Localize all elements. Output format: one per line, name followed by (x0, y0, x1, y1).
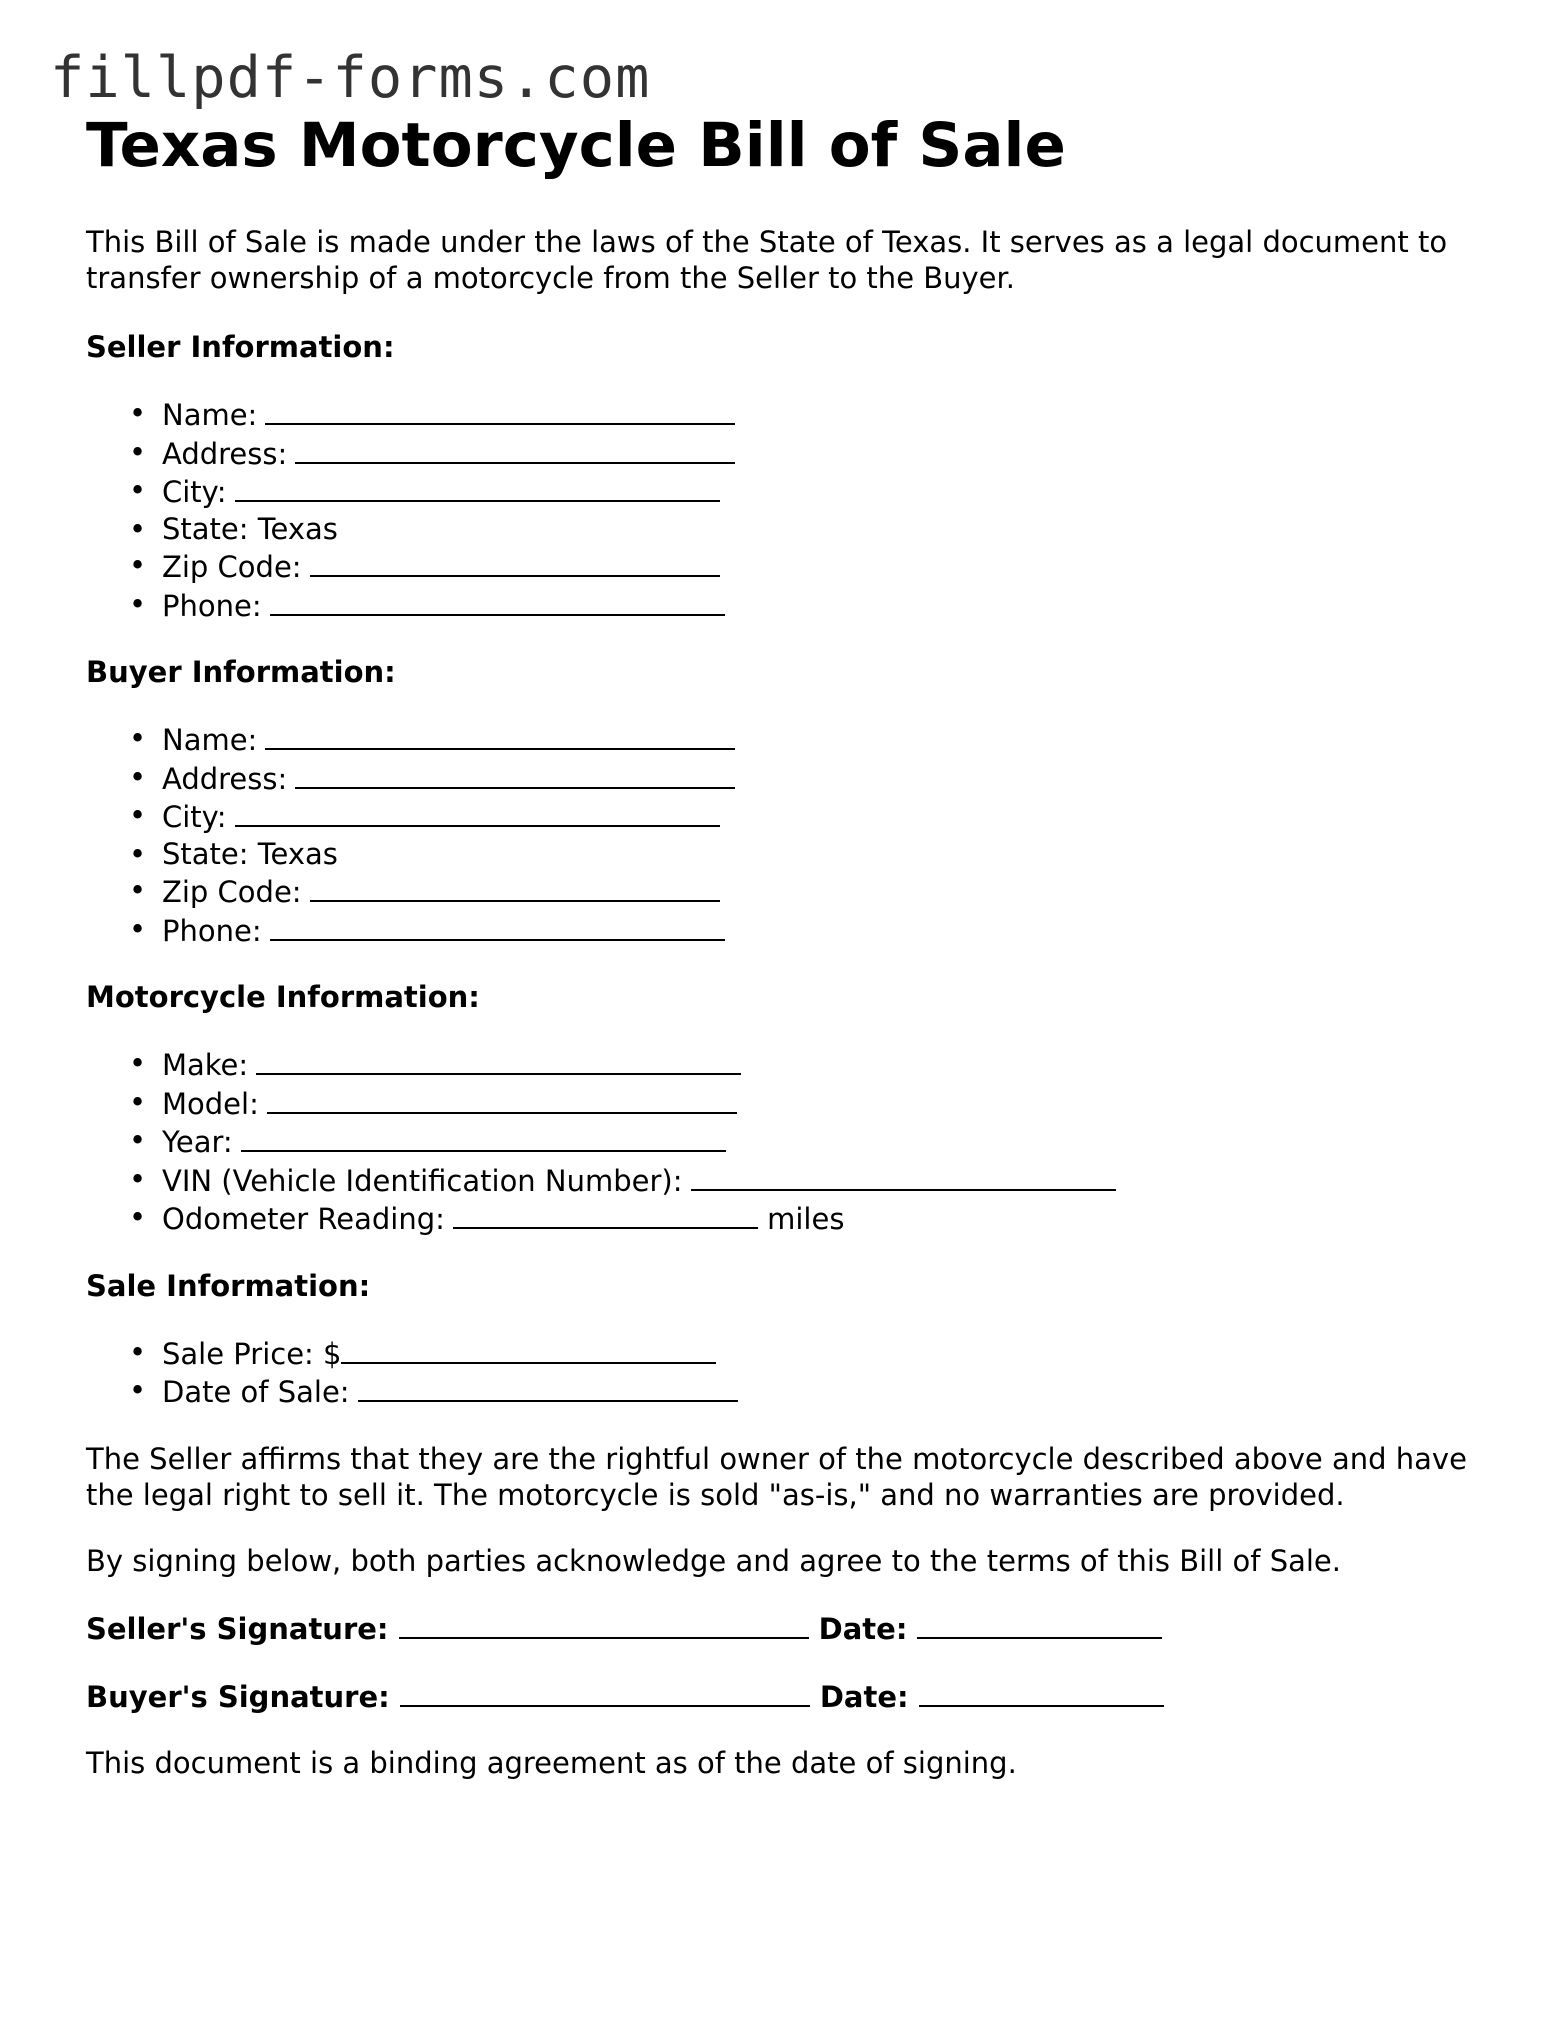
seller-phone-field[interactable] (270, 586, 725, 616)
seller-city-label: City: (162, 475, 227, 509)
bullet-icon: • (129, 1123, 147, 1157)
seller-phone-item (129, 586, 1486, 625)
buyer-name-label: Name: (162, 723, 258, 757)
seller-name-item (129, 395, 1486, 434)
affirmation-paragraph: The Seller affirms that they are the rightful owner of the motorcycle described above and have the legal right to sell it. The motorcycle is sold "as-is," and no warranties are provided. (86, 1441, 1467, 1512)
buyer-address-item (129, 759, 1486, 798)
odometer-item (129, 1199, 1486, 1238)
bullet-icon: • (129, 1334, 147, 1369)
buyer-city-item (129, 797, 1486, 836)
sale-date-field[interactable] (358, 1372, 738, 1402)
seller-address-field[interactable] (295, 434, 735, 464)
buyer-address-label: Address: (162, 761, 288, 796)
sale-fields (86, 1334, 1486, 1411)
bullet-icon: • (129, 511, 147, 546)
bullet-icon: • (129, 1373, 147, 1407)
bullet-icon: • (129, 1161, 147, 1196)
buyer-phone-item (129, 911, 1486, 950)
intro-paragraph: This Bill of Sale is made under the laws of the State of Texas. It serves as a legal document to transfer ownership of a motorcycle from the Seller to the Buyer. (86, 225, 1448, 295)
buyer-zip-label: Zip Code: (162, 875, 302, 909)
acknowledgement-paragraph: By signing below, both parties acknowledge and agree to the terms of this Bill of Sale. (86, 1543, 1341, 1578)
seller-date-label: Date: (818, 1611, 908, 1646)
bullet-icon: • (129, 721, 147, 755)
buyer-signature-field[interactable] (400, 1677, 810, 1707)
bullet-icon: • (129, 1200, 147, 1234)
seller-phone-label: Phone: (162, 588, 262, 623)
buyer-fields (86, 720, 1486, 949)
seller-heading: Seller Information: (86, 330, 395, 364)
year-field[interactable] (241, 1122, 726, 1152)
buyer-address-field[interactable] (295, 759, 735, 789)
seller-fields (86, 395, 1486, 624)
make-item (129, 1045, 1486, 1084)
odometer-label: Odometer Reading: (162, 1202, 445, 1236)
closing-paragraph: This document is a binding agreement as of the date of signing. (86, 1745, 1017, 1780)
seller-signature-label: Seller's Signature: (86, 1611, 389, 1646)
sale-date-item (129, 1372, 1486, 1411)
seller-state-item (129, 511, 1486, 548)
document-title: Texas Motorcycle Bill of Sale (86, 110, 1066, 181)
bullet-icon: • (129, 434, 147, 469)
sale-date-label: Date of Sale: (162, 1375, 350, 1409)
buyer-name-item (129, 720, 1486, 759)
buyer-signature-label: Buyer's Signature: (86, 1679, 390, 1714)
bullet-icon: • (129, 548, 147, 582)
seller-signature-field[interactable] (399, 1609, 809, 1639)
sale-price-item (129, 1334, 1486, 1373)
buyer-phone-field[interactable] (270, 911, 725, 941)
bullet-icon: • (129, 911, 147, 946)
motorcycle-heading: Motorcycle Information: (86, 980, 480, 1014)
bullet-icon: • (129, 1084, 147, 1119)
seller-zip-label: Zip Code: (162, 550, 302, 584)
motorcycle-fields (86, 1045, 1486, 1238)
buyer-signature-row (86, 1677, 1486, 1715)
buyer-city-label: City: (162, 800, 227, 834)
vin-field[interactable] (691, 1161, 1116, 1191)
bullet-icon: • (129, 798, 147, 832)
bullet-icon: • (129, 836, 147, 871)
bullet-icon: • (129, 396, 147, 430)
year-item (129, 1122, 1486, 1161)
seller-zip-field[interactable] (310, 547, 720, 577)
bullet-icon: • (129, 473, 147, 507)
buyer-state-label: State: Texas (162, 836, 338, 871)
buyer-date-field[interactable] (919, 1677, 1164, 1707)
seller-state-label: State: Texas (162, 511, 338, 546)
sale-price-label: Sale Price: $ (162, 1336, 342, 1371)
seller-name-label: Name: (162, 398, 258, 432)
bullet-icon: • (129, 759, 147, 794)
seller-city-field[interactable] (235, 472, 720, 502)
vin-item (129, 1161, 1486, 1200)
model-item (129, 1084, 1486, 1123)
seller-signature-row (86, 1609, 1486, 1647)
seller-date-field[interactable] (917, 1609, 1162, 1639)
year-label: Year: (162, 1125, 233, 1159)
buyer-heading: Buyer Information: (86, 655, 396, 689)
odometer-field[interactable] (453, 1199, 758, 1229)
seller-address-label: Address: (162, 436, 288, 471)
make-field[interactable] (256, 1045, 741, 1075)
seller-name-field[interactable] (265, 395, 735, 425)
buyer-date-label: Date: (819, 1679, 909, 1714)
seller-zip-item (129, 547, 1486, 586)
document-body (86, 110, 1486, 1781)
buyer-name-field[interactable] (265, 720, 735, 750)
sale-heading: Sale Information: (86, 1268, 371, 1303)
model-field[interactable] (267, 1084, 737, 1114)
bullet-icon: • (129, 1046, 147, 1080)
watermark: fillpdf-forms.com (50, 45, 651, 111)
sale-price-field[interactable] (341, 1334, 716, 1364)
seller-address-item (129, 434, 1486, 473)
make-label: Make: (162, 1048, 249, 1082)
buyer-city-field[interactable] (235, 797, 720, 827)
buyer-state-item (129, 836, 1486, 873)
buyer-zip-item (129, 872, 1486, 911)
buyer-phone-label: Phone: (162, 913, 262, 948)
buyer-zip-field[interactable] (310, 872, 720, 902)
model-label: Model: (162, 1086, 259, 1121)
vin-label: VIN (Vehicle Identification Number): (162, 1163, 683, 1198)
bullet-icon: • (129, 873, 147, 907)
seller-city-item (129, 472, 1486, 511)
bullet-icon: • (129, 586, 147, 621)
odometer-unit: miles (767, 1202, 845, 1236)
